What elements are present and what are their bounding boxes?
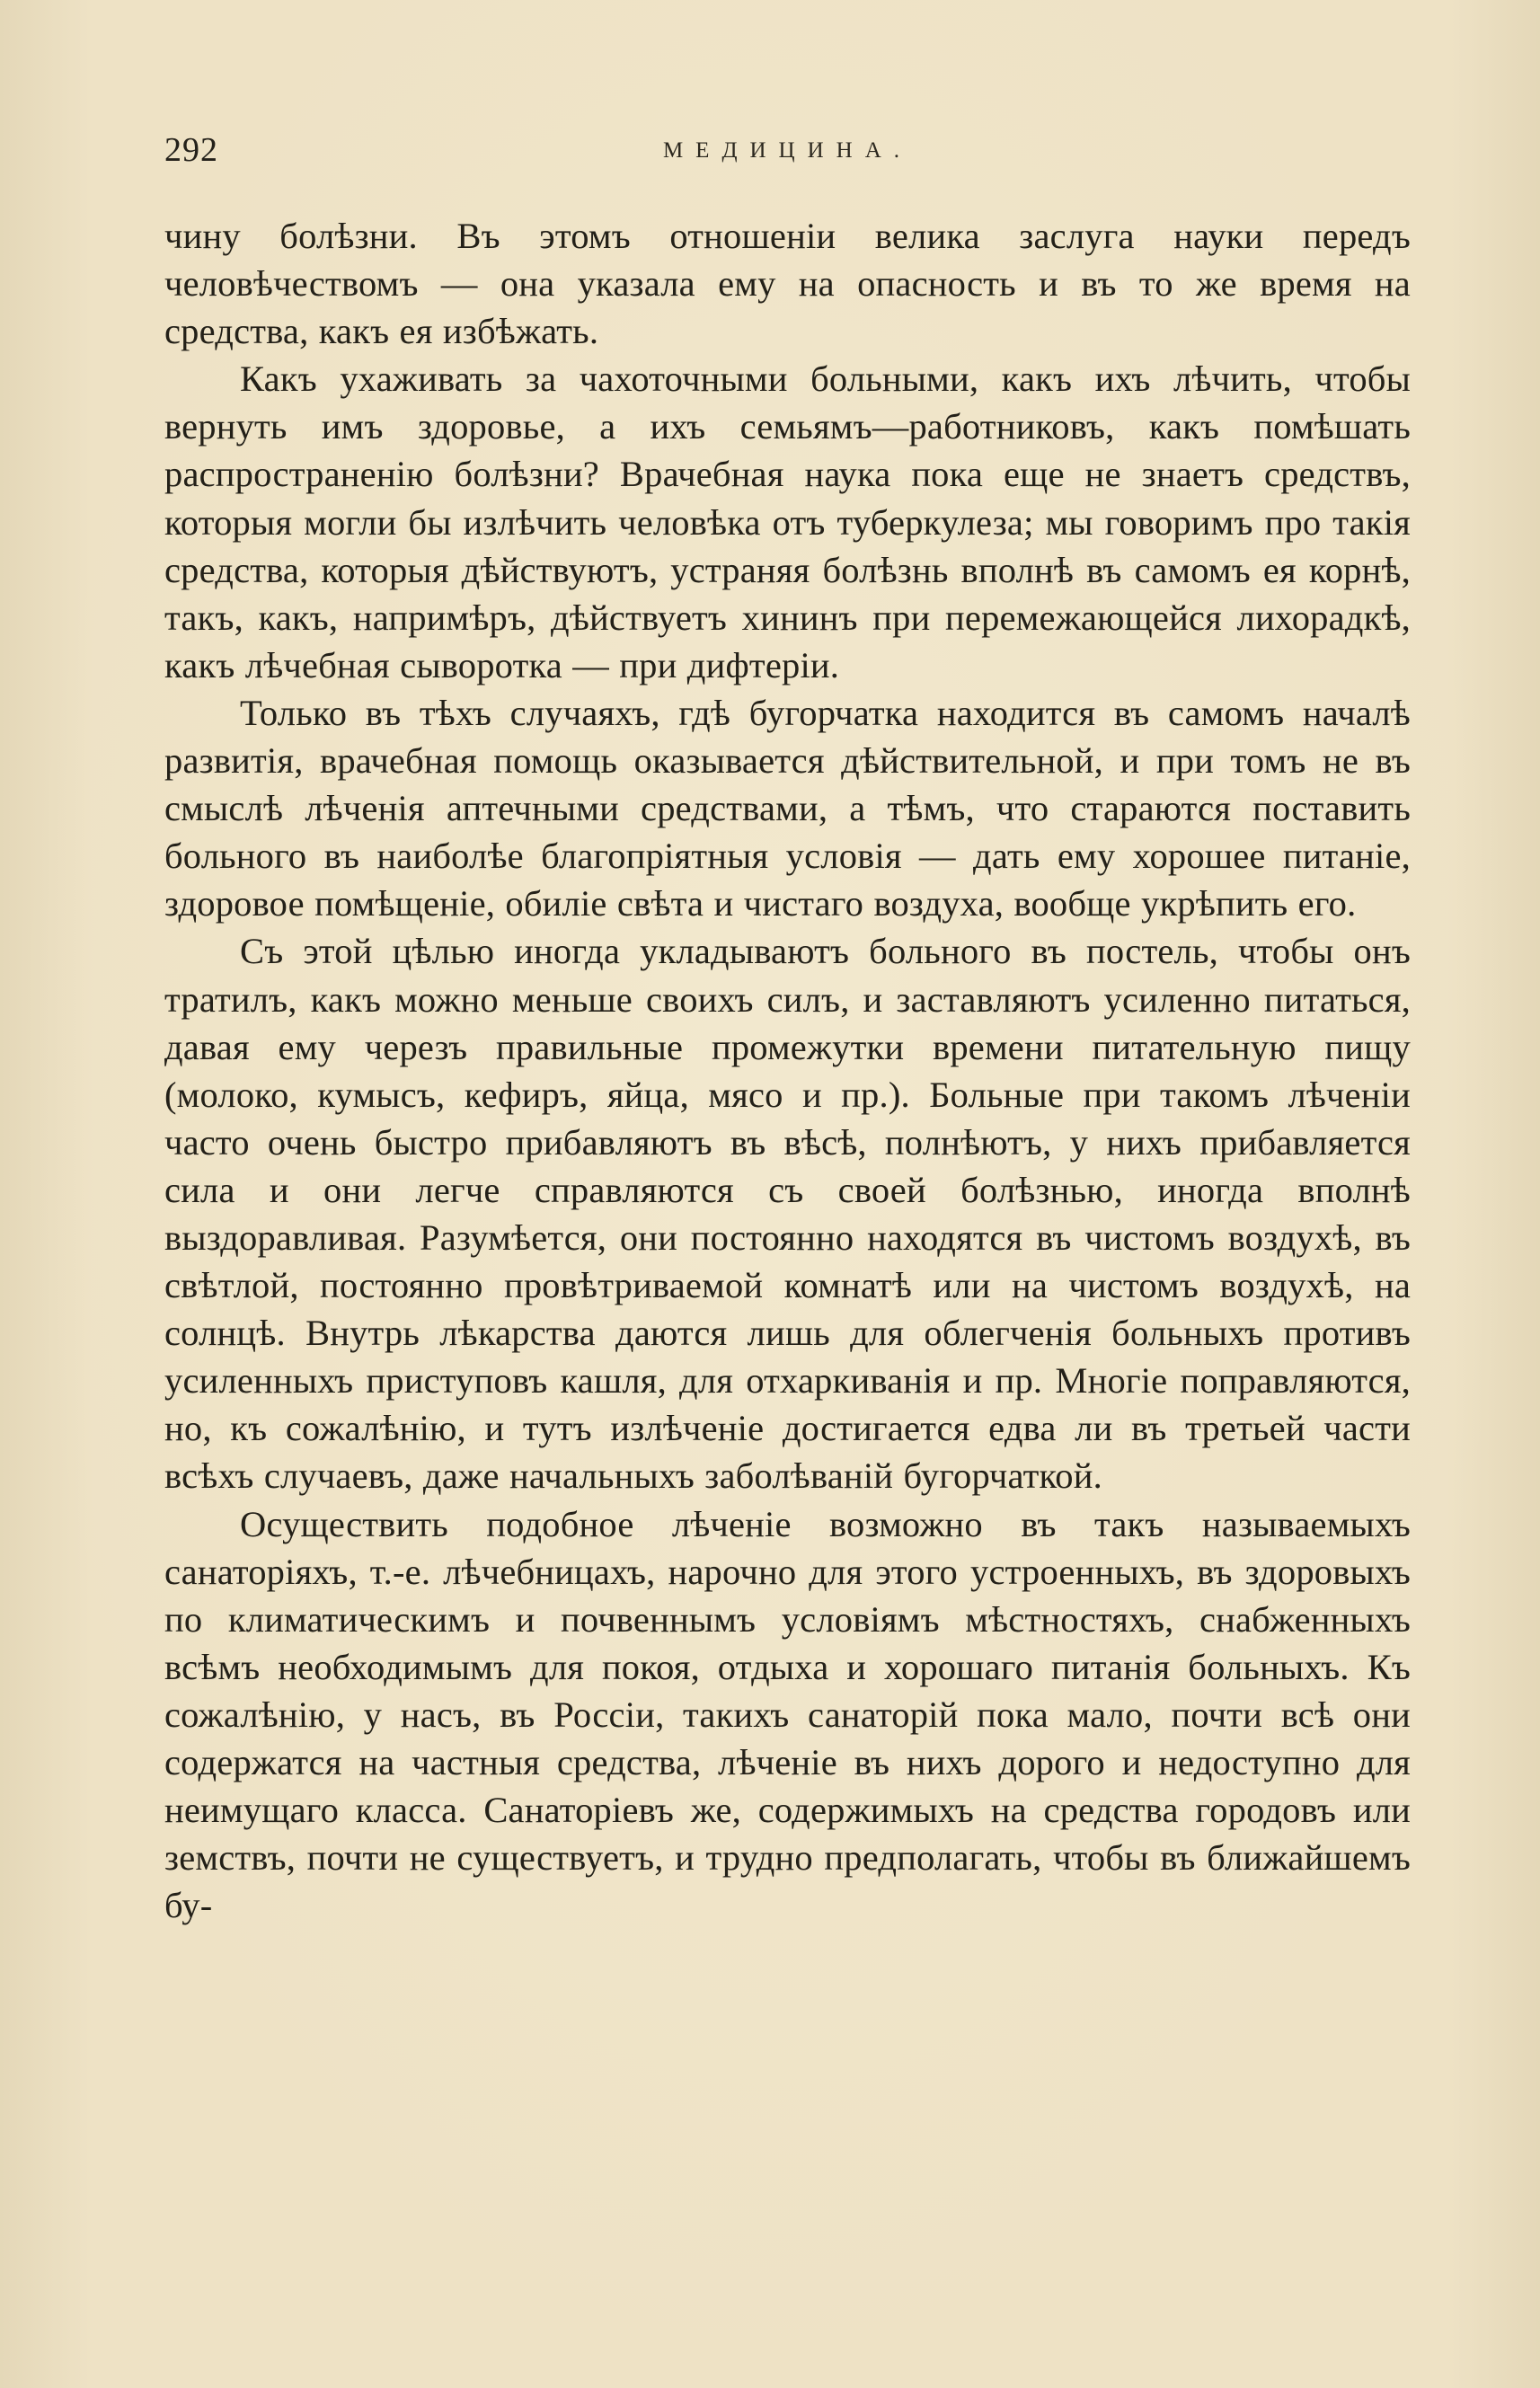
paragraph-sanatoria: Осуществить подобное лѣченіе возможно въ такъ называемыхъ санаторіяхъ, т.-е. лѣчебницахъ, нарочно для этого устроенныхъ, въ здоровыхъ по климатическимъ и почвеннымъ условіямъ мѣстностяхъ, снабженныхъ всѣмъ необходимымъ для покоя, отдыха и хорошаго питанія больныхъ. Къ сожалѣнію, у насъ, въ Россіи, такихъ санаторій пока мало, почти всѣ они содержатся на частныя средства, лѣченіе въ нихъ дорого и недоступно для неимущаго класса. Санаторіевъ же, содержимыхъ на средства городовъ или земствъ, почти не существуетъ, и трудно предполагать, чтобы въ ближайшемъ бу- (164, 1503, 1411, 1926)
running-head (164, 130, 1411, 175)
running-title: МЕДИЦИНА. (662, 138, 913, 163)
paragraph-continuation: чину болѣзни. Въ этомъ отношеніи велика заслуга науки передъ человѣчествомъ — она указала ему на опасность и въ то же время на средства, какъ ея избѣжать. (164, 216, 1411, 352)
page-number: 292 (164, 131, 218, 169)
paragraph-care-question: Какъ ухаживать за чахоточными больными, какъ ихъ лѣчить, чтобы вернуть имъ здоровье, а ихъ семьямъ—работниковъ, какъ помѣшать распространенію болѣзни? Врачебная наука пока еще не знаетъ средствъ, которыя могли бы излѣчить человѣка отъ туберкулеза; мы говоримъ про такія средства, которыя дѣйствуютъ, устраняя болѣзнь вполнѣ въ самомъ ея корнѣ, такъ, какъ, напримѣръ, дѣйствуетъ хининъ при перемежающейся лихорадкѣ, какъ лѣчебная сыворотка — при дифтеріи. (164, 358, 1411, 685)
main-text (164, 212, 1411, 1929)
paragraph-early-stage: Только въ тѣхъ случаяхъ, гдѣ бугорчатка находится въ самомъ началѣ развитія, врачебная помощь оказывается дѣйствительной, и при томъ не въ смыслѣ лѣченія аптечными средствами, а тѣмъ, что стараются поставить больного въ наиболѣе благопріятныя условія — дать ему хорошее питаніе, здоровое помѣщеніе, обиліе свѣта и чистаго воздуха, вообще укрѣпить его. (164, 692, 1411, 924)
paragraph-rest-treatment: Съ этой цѣлью иногда укладываютъ больного въ постель, чтобы онъ тратилъ, какъ можно меньше своихъ силъ, и заставляютъ усиленно питаться, давая ему черезъ правильные промежутки времени питательную пищу (молоко, кумысъ, кефиръ, яйца, мясо и пр.). Больные при такомъ лѣченіи часто очень быстро прибавляютъ въ вѣсѣ, полнѣютъ, у нихъ прибавляется сила и они легче справляются съ своей болѣзнью, иногда вполнѣ выздоравливая. Разумѣется, они постоянно находятся въ чистомъ воздухѣ, въ свѣтлой, постоянно провѣтриваемой комнатѣ или на чистомъ воздухѣ, на солнцѣ. Внутрь лѣкарства даются лишь для облегченія больныхъ противъ усиленныхъ приступовъ кашля, для отхаркиванія и пр. Многіе поправляются, но, къ сожалѣнію, и тутъ излѣченіе достигается едва ли въ третьей части всѣхъ случаевъ, даже начальныхъ заболѣваній бугорчаткой. (164, 931, 1411, 1497)
